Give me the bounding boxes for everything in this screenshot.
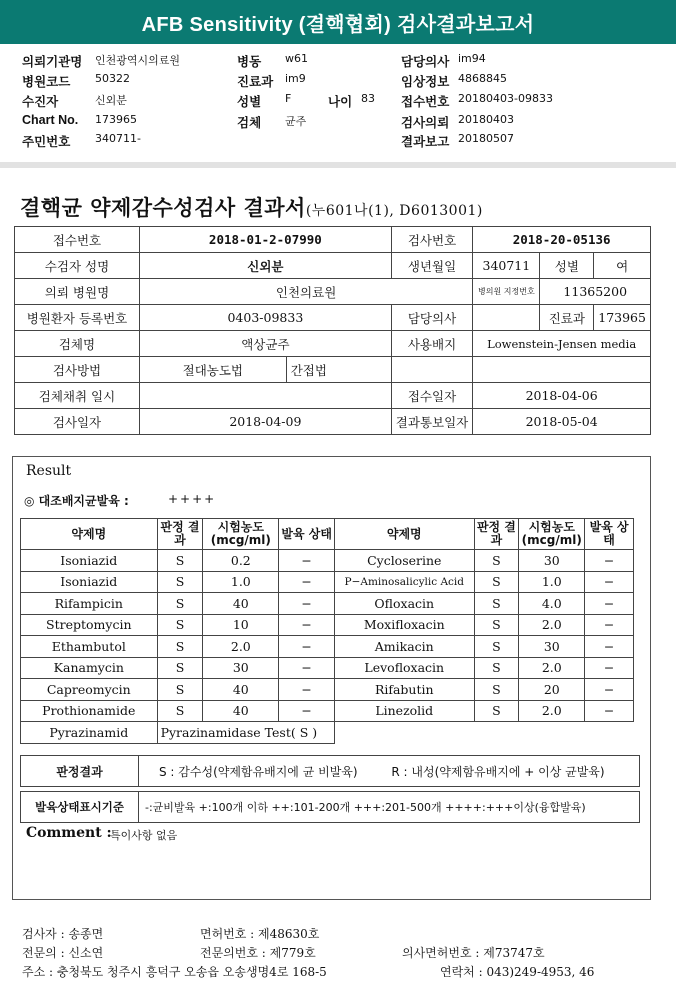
table-header-row bbox=[21, 519, 634, 550]
table-row bbox=[21, 700, 634, 722]
growth-status: − bbox=[279, 657, 335, 679]
table-row bbox=[15, 253, 651, 279]
footer-doctor-license: 의사면허번호 : 제73747호 bbox=[402, 946, 545, 960]
table-row bbox=[21, 550, 634, 572]
rrn-value: 340711- bbox=[95, 132, 141, 145]
hospital-value: 인천광역시의료원 bbox=[95, 54, 181, 67]
info-value bbox=[139, 383, 391, 409]
specimen-value: 균주 bbox=[285, 115, 307, 128]
table-row bbox=[21, 756, 640, 787]
growth-status: − bbox=[585, 571, 634, 593]
growth-status: − bbox=[585, 614, 634, 636]
info-label: 수검자 성명 bbox=[15, 253, 140, 279]
growth-status: − bbox=[585, 700, 634, 722]
judgement: S bbox=[157, 571, 203, 593]
judgement: S bbox=[474, 700, 519, 722]
drug-name: Rifampicin bbox=[21, 593, 158, 615]
growth-status: − bbox=[279, 571, 335, 593]
growth-status: − bbox=[279, 700, 335, 722]
sex-label: 성별 bbox=[237, 95, 262, 109]
concentration: 40 bbox=[203, 679, 279, 701]
info-table bbox=[14, 226, 651, 435]
patient-label: 수진자 bbox=[22, 95, 59, 109]
drug-name: Pyrazinamid bbox=[21, 722, 158, 744]
table-row bbox=[21, 722, 634, 744]
table-row bbox=[15, 305, 651, 331]
info-label: 결과통보일자 bbox=[391, 409, 472, 435]
specimen-label: 검체 bbox=[237, 116, 262, 130]
col-concentration: 시험농도 (mcg/ml) bbox=[203, 519, 279, 550]
info-value: 인천의료원 bbox=[139, 279, 472, 305]
concentration: 20 bbox=[519, 679, 585, 701]
drug-name: Prothionamide bbox=[21, 700, 158, 722]
growth-status: − bbox=[585, 679, 634, 701]
sex-value: F bbox=[285, 92, 292, 105]
chart-no-label: Chart No. bbox=[22, 113, 79, 127]
info-value: 2018-20-05136 bbox=[473, 227, 651, 253]
clinical-label: 임상정보 bbox=[401, 75, 450, 89]
growth-status: − bbox=[585, 550, 634, 572]
request-label: 검사의뢰 bbox=[401, 116, 450, 130]
legend-judge-r: R : 내성(약제함유배지에 + 이상 균발육) bbox=[391, 764, 605, 779]
info-label: 병의원 지정번호 bbox=[473, 279, 540, 305]
concentration: 30 bbox=[519, 550, 585, 572]
info-value: 2018-04-06 bbox=[473, 383, 651, 409]
col-drug: 약제명 bbox=[21, 519, 158, 550]
comment-text: 특이사항 없음 bbox=[110, 829, 178, 842]
drug-name: Ofloxacin bbox=[335, 593, 474, 615]
table-row bbox=[21, 679, 634, 701]
growth-status: − bbox=[585, 636, 634, 658]
control-growth-value: ++++ bbox=[168, 492, 217, 506]
ward-label: 병동 bbox=[237, 55, 262, 69]
table-row bbox=[21, 636, 634, 658]
table-row bbox=[21, 571, 634, 593]
pza-test: Pyrazinamidase Test( S ) bbox=[157, 722, 334, 744]
info-label bbox=[391, 357, 472, 383]
judgement: S bbox=[157, 550, 203, 572]
document-code: (누601나(1), D6013001) bbox=[305, 203, 483, 219]
patient-value: 신외분 bbox=[95, 94, 127, 107]
drug-name: Linezolid bbox=[335, 700, 474, 722]
concentration: 1.0 bbox=[519, 571, 585, 593]
concentration: 40 bbox=[203, 700, 279, 722]
growth-status: − bbox=[279, 593, 335, 615]
col-judgement: 판정 결과 bbox=[474, 519, 519, 550]
footer-tester: 검사자 : 송종면 bbox=[22, 927, 104, 941]
legend-judge-s: S : 감수성(약제함유배지에 균 비발육) bbox=[159, 764, 358, 779]
footer-license: 면허번호 : 제48630호 bbox=[200, 927, 320, 941]
judgement: S bbox=[157, 593, 203, 615]
judgement: S bbox=[474, 636, 519, 658]
receipt-value: 20180403-09833 bbox=[458, 92, 553, 105]
table-row bbox=[15, 357, 651, 383]
drug-name: Streptomycin bbox=[21, 614, 158, 636]
info-label: 성별 bbox=[540, 253, 594, 279]
concentration: 30 bbox=[519, 636, 585, 658]
table-row bbox=[21, 614, 634, 636]
concentration: 1.0 bbox=[203, 571, 279, 593]
judgement: S bbox=[157, 679, 203, 701]
judgement: S bbox=[157, 614, 203, 636]
info-value: 간접법 bbox=[286, 357, 391, 383]
info-value: 액상균주 bbox=[139, 331, 391, 357]
info-label: 접수일자 bbox=[391, 383, 472, 409]
judgement: S bbox=[474, 679, 519, 701]
judgement: S bbox=[474, 571, 519, 593]
clinical-value: 4868845 bbox=[458, 72, 507, 85]
table-row bbox=[21, 792, 640, 823]
request-value: 20180403 bbox=[458, 113, 514, 126]
table-row bbox=[21, 593, 634, 615]
info-value: 2018-05-04 bbox=[473, 409, 651, 435]
col-concentration: 시험농도 (mcg/ml) bbox=[519, 519, 585, 550]
document-title bbox=[20, 192, 483, 222]
control-growth-label: ◎ 대조배지균발육 : bbox=[24, 494, 129, 508]
chart-no-value: 173965 bbox=[95, 113, 137, 126]
info-value: 2018-04-09 bbox=[139, 409, 391, 435]
report-header bbox=[0, 0, 676, 44]
report-date-label: 결과보고 bbox=[401, 135, 450, 149]
code-label: 병원코드 bbox=[22, 75, 71, 89]
ward-value: w61 bbox=[285, 52, 308, 65]
info-label: 접수번호 bbox=[15, 227, 140, 253]
concentration: 30 bbox=[203, 657, 279, 679]
legend-judge-values bbox=[139, 756, 640, 787]
doctor-label: 담당의사 bbox=[401, 55, 450, 69]
footer-specialist-no: 전문의번호 : 제779호 bbox=[200, 946, 316, 960]
info-value: 절대농도법 bbox=[139, 357, 286, 383]
footer-phone: 연락처 : 043)249-4953, 46 bbox=[440, 965, 595, 979]
drug-name: Amikacin bbox=[335, 636, 474, 658]
drug-name: Cycloserine bbox=[335, 550, 474, 572]
growth-status: − bbox=[585, 657, 634, 679]
info-label: 사용배지 bbox=[391, 331, 472, 357]
col-growth: 발육 상태 bbox=[279, 519, 335, 550]
receipt-label: 접수번호 bbox=[401, 95, 450, 109]
info-value: 0403-09833 bbox=[139, 305, 391, 331]
footer-specialist: 전문의 : 신소연 bbox=[22, 946, 104, 960]
drug-name: Moxifloxacin bbox=[335, 614, 474, 636]
doctor-value: im94 bbox=[458, 52, 486, 65]
judgement: S bbox=[474, 657, 519, 679]
judgement: S bbox=[474, 593, 519, 615]
table-row bbox=[15, 409, 651, 435]
dept-value: im9 bbox=[285, 72, 306, 85]
legend-judge-label: 판정결과 bbox=[21, 756, 139, 787]
footer-address: 주소 : 충청북도 청주시 흥덕구 오송읍 오송생명4로 168-5 bbox=[22, 965, 327, 979]
growth-status: − bbox=[279, 636, 335, 658]
table-row bbox=[15, 383, 651, 409]
age-value: 83 bbox=[361, 92, 375, 105]
info-label: 생년월일 bbox=[391, 253, 472, 279]
drug-name: Kanamycin bbox=[21, 657, 158, 679]
concentration: 40 bbox=[203, 593, 279, 615]
table-row bbox=[15, 227, 651, 253]
info-label: 검사일자 bbox=[15, 409, 140, 435]
hospital-label: 의뢰기관명 bbox=[22, 55, 83, 69]
info-label: 검사방법 bbox=[15, 357, 140, 383]
table-row bbox=[15, 279, 651, 305]
drug-name: Isoniazid bbox=[21, 550, 158, 572]
info-value: 신외분 bbox=[139, 253, 391, 279]
concentration: 2.0 bbox=[519, 700, 585, 722]
rrn-label: 주민번호 bbox=[22, 135, 71, 149]
legend-growth-text: -:균비발육 +:100개 이하 ++:101-200개 +++:201-500개 ++++:+++이상(융합발육) bbox=[139, 792, 640, 823]
drug-name: Isoniazid bbox=[21, 571, 158, 593]
report-date-value: 20180507 bbox=[458, 132, 514, 145]
code-value: 50322 bbox=[95, 72, 130, 85]
growth-status: − bbox=[279, 679, 335, 701]
growth-status: − bbox=[279, 550, 335, 572]
report-title: AFB Sensitivity (결핵협회) 검사결과보고서 bbox=[141, 13, 535, 36]
info-value: Lowenstein-Jensen media bbox=[473, 331, 651, 357]
info-label: 의뢰 병원명 bbox=[15, 279, 140, 305]
col-judgement: 판정 결과 bbox=[157, 519, 203, 550]
drug-name: P−Aminosalicylic Acid bbox=[335, 571, 474, 593]
drug-name: Ethambutol bbox=[21, 636, 158, 658]
legend-growth-label: 발육상태표시기준 bbox=[21, 792, 139, 823]
concentration: 2.0 bbox=[519, 614, 585, 636]
drug-name: Capreomycin bbox=[21, 679, 158, 701]
info-label: 진료과 bbox=[540, 305, 594, 331]
drug-name: Rifabutin bbox=[335, 679, 474, 701]
info-value: 11365200 bbox=[540, 279, 651, 305]
col-drug: 약제명 bbox=[335, 519, 474, 550]
info-label: 담당의사 bbox=[391, 305, 472, 331]
dept-label: 진료과 bbox=[237, 75, 274, 89]
info-value: 여 bbox=[594, 253, 651, 279]
table-row bbox=[21, 657, 634, 679]
susceptibility-table bbox=[20, 518, 634, 744]
age-label: 나이 bbox=[328, 95, 353, 109]
table-row bbox=[15, 331, 651, 357]
info-label: 검사번호 bbox=[391, 227, 472, 253]
patient-meta-panel bbox=[0, 44, 676, 162]
concentration: 2.0 bbox=[203, 636, 279, 658]
info-label: 검체명 bbox=[15, 331, 140, 357]
judgement: S bbox=[474, 550, 519, 572]
info-value bbox=[473, 357, 651, 383]
growth-status: − bbox=[279, 614, 335, 636]
document-title-text: 결핵균 약제감수성검사 결과서 bbox=[20, 195, 306, 220]
legend-table bbox=[20, 755, 640, 823]
result-label: Result bbox=[26, 463, 72, 479]
info-value bbox=[473, 305, 540, 331]
judgement: S bbox=[157, 657, 203, 679]
concentration: 0.2 bbox=[203, 550, 279, 572]
concentration: 10 bbox=[203, 614, 279, 636]
growth-status: − bbox=[585, 593, 634, 615]
comment-label: Comment : bbox=[26, 825, 112, 841]
drug-name: Levofloxacin bbox=[335, 657, 474, 679]
concentration: 2.0 bbox=[519, 657, 585, 679]
info-value: 340711 bbox=[473, 253, 540, 279]
info-value: 173965 bbox=[594, 305, 651, 331]
info-label: 검체채취 일시 bbox=[15, 383, 140, 409]
judgement: S bbox=[157, 636, 203, 658]
info-label: 병원환자 등록번호 bbox=[15, 305, 140, 331]
info-value: 2018-01-2-07990 bbox=[139, 227, 391, 253]
judgement: S bbox=[157, 700, 203, 722]
col-growth: 발육 상태 bbox=[585, 519, 634, 550]
concentration: 4.0 bbox=[519, 593, 585, 615]
judgement: S bbox=[474, 614, 519, 636]
